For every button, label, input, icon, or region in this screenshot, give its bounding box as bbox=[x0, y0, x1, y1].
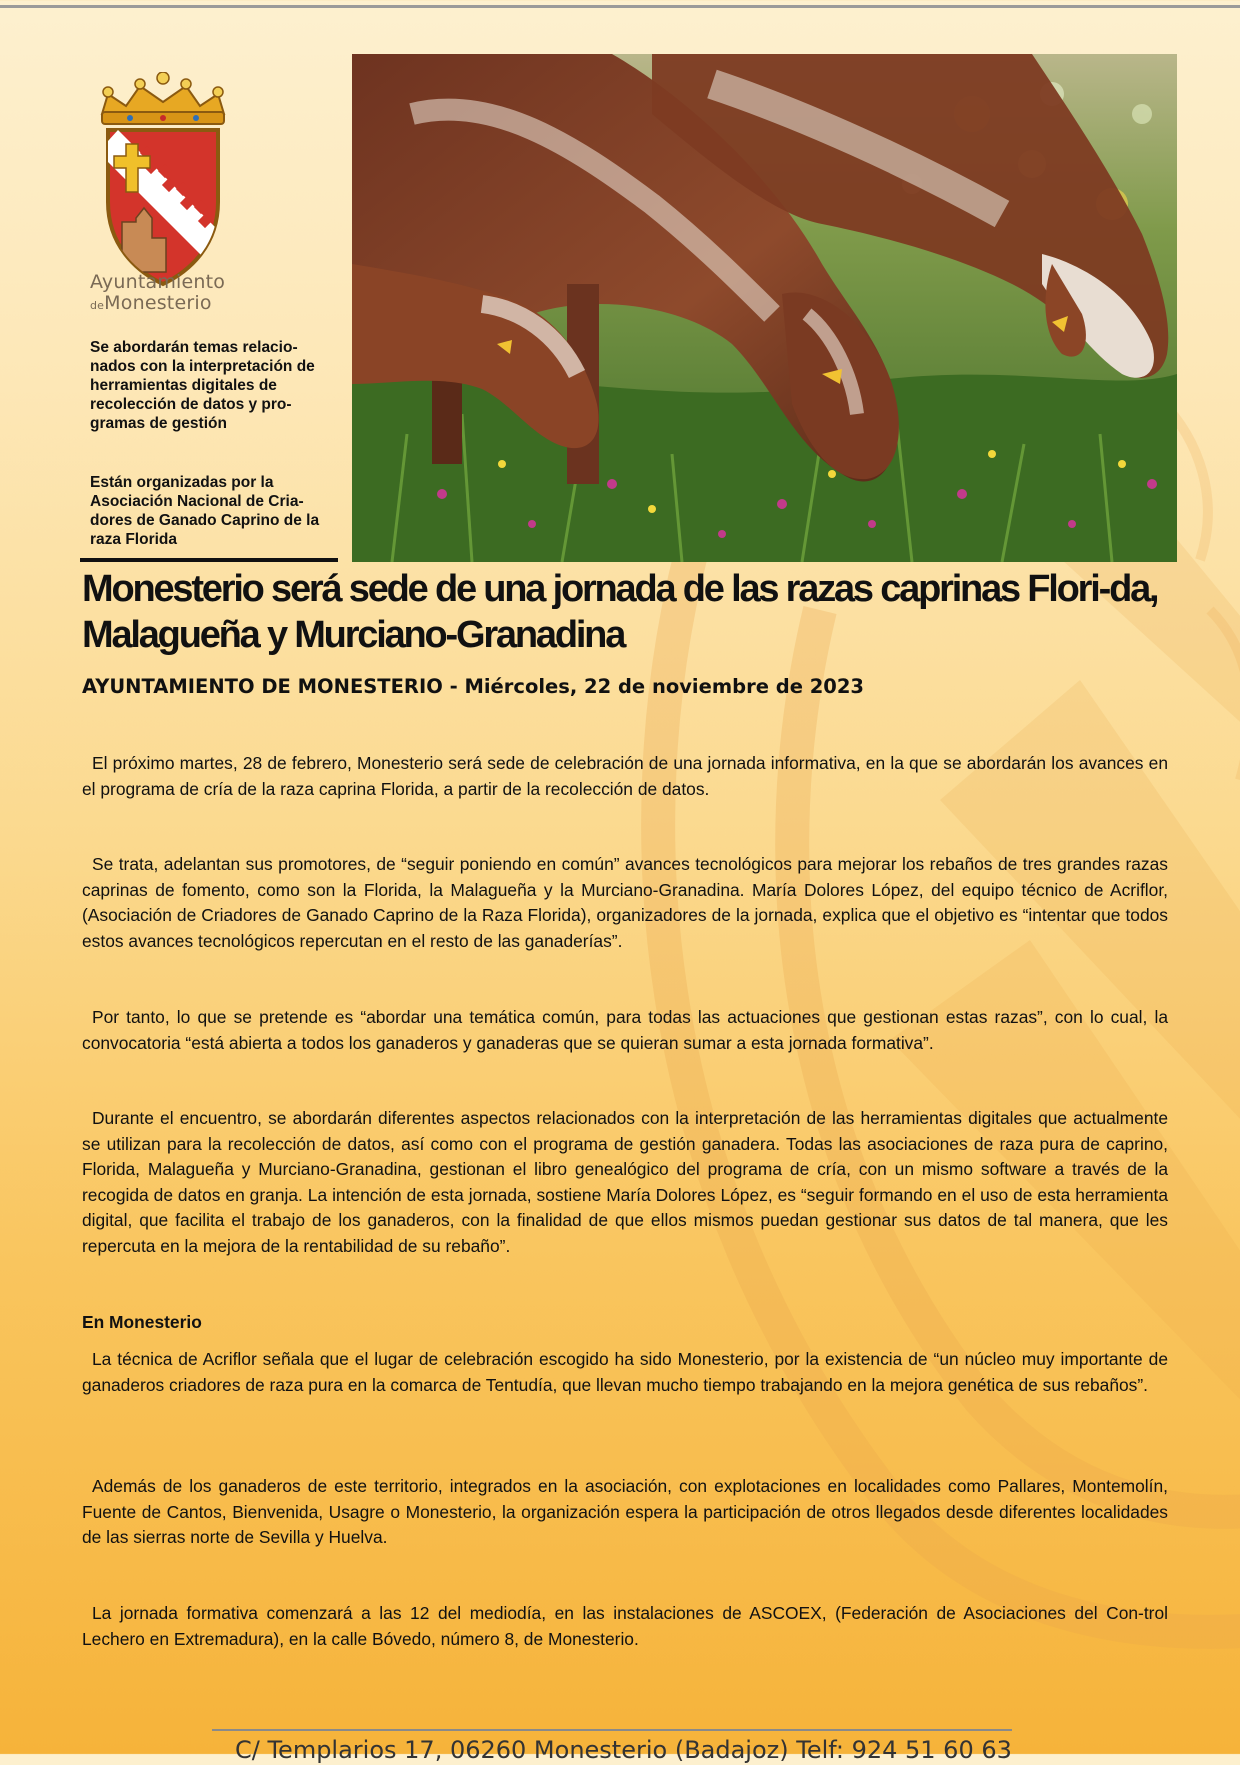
article-paragraph: Durante el encuentro, se abordarán diferentes aspectos relacionados con la interpretación de las herramientas digitales que actualmente se utilizan para la recolección de datos, así como con el programa de gestión ganadera. Todas las asociaciones de raza pura de caprino, Florida, Malagueña y Murciano-Granadina, gestionan el libro genealógico del programa de cría, con un mismo software a través de la recogida de datos en granja. La intención de esta jornada, sostiene María Dolores López, es “seguir formando en el uso de esta herramienta digital, que facilita el trabajo de los ganaderos, con la finalidad de que ellos mismos puedan gestionar sus datos de tal manera, que les repercuta en la mejora de la rentabilidad de su rebaño”. bbox=[82, 1108, 1168, 1256]
crown-icon bbox=[102, 72, 224, 124]
goats-grazing-photo bbox=[352, 54, 1177, 562]
article-paragraph: El próximo martes, 28 de febrero, Monesterio será sede de celebración de una jornada informativa, en la que se abordarán los avances en el programa de cría de la raza caprina Florida, a partir de la recolección de datos. bbox=[82, 753, 1168, 799]
footer-divider bbox=[212, 1729, 1012, 1731]
article-byline: AYUNTAMIENTO DE MONESTERIO - Miércoles, 22 de noviembre de 2023 bbox=[82, 675, 864, 698]
logo-line-2: Monesterio bbox=[104, 292, 212, 314]
footer-address: C/ Templarios 17, 06260 Monesterio (Badajoz) Telf: 924 51 60 63 bbox=[235, 1736, 1012, 1764]
section-subheading: En Monesterio bbox=[82, 1312, 202, 1332]
article-paragraph: La técnica de Acriflor señala que el lugar de celebración escogido ha sido Monesterio, por la existencia de “un núcleo muy importante de ganaderos criadores de raza pura en la comarca de Tentudía, que llevan mucho tiempo trabajando en la mejora genética de sus rebaños”. bbox=[82, 1349, 1168, 1395]
logo-prefix: de bbox=[90, 299, 105, 312]
summary-highlight-1: Se abordarán temas relacio-nados con la interpretación de herramientas digitales de recolección de datos y pro-gramas de gestión bbox=[90, 339, 315, 432]
logo-wordmark bbox=[90, 272, 250, 316]
sidebar-divider bbox=[80, 558, 338, 562]
logo-line-1: Ayuntamiento bbox=[90, 271, 226, 293]
article-paragraph: Por tanto, lo que se pretende es “abordar una temática común, para todas las actuaciones que gestionan estas razas”, con lo cual, la convocatoria “está abierta a todos los ganaderos y ganaderas que se quieran sumar a esta jornada formativa”. bbox=[82, 1007, 1168, 1053]
article-paragraph: Además de los ganaderos de este territorio, integrados en la asociación, con explotaciones en localidades como Pallares, Montemolín, Fuente de Cantos, Bienvenida, Usagre o Monesterio, la organización espera la participación de otros llegados desde diferentes localidades de las sierras norte de Sevilla y Huelva. bbox=[82, 1476, 1168, 1547]
article-paragraph: Se trata, adelantan sus promotores, de “seguir poniendo en común” avances tecnológicos para mejorar los rebaños de tres grandes razas caprinas de fomento, como son la Florida, la Malagueña y la Murciano-Granadina. María Dolores López, del equipo técnico de Acriflor, (Asociación de Criadores de Ganado Caprino de la Raza Florida), organizadores de la jornada, explica que el objetivo es “intentar que todos estos avances tecnológicos repercutan en el resto de las ganaderías”. bbox=[82, 854, 1168, 951]
summary-highlight-2: Están organizadas por la Asociación Nacional de Cria-dores de Ganado Caprino de la raza Florida bbox=[90, 474, 320, 548]
article-headline: Monesterio será sede de una jornada de las razas caprinas Flori-da, Malagueña y Murciano-Granadina bbox=[82, 568, 1158, 656]
article-paragraph: La jornada formativa comenzará a las 12 del mediodía, en las instalaciones de ASCOEX, (Federación de Asociaciones del Con-trol Lechero en Extremadura), en la calle Bóvedo, número 8, de Monesterio. bbox=[82, 1603, 1168, 1649]
top-border-rule bbox=[0, 5, 1240, 8]
